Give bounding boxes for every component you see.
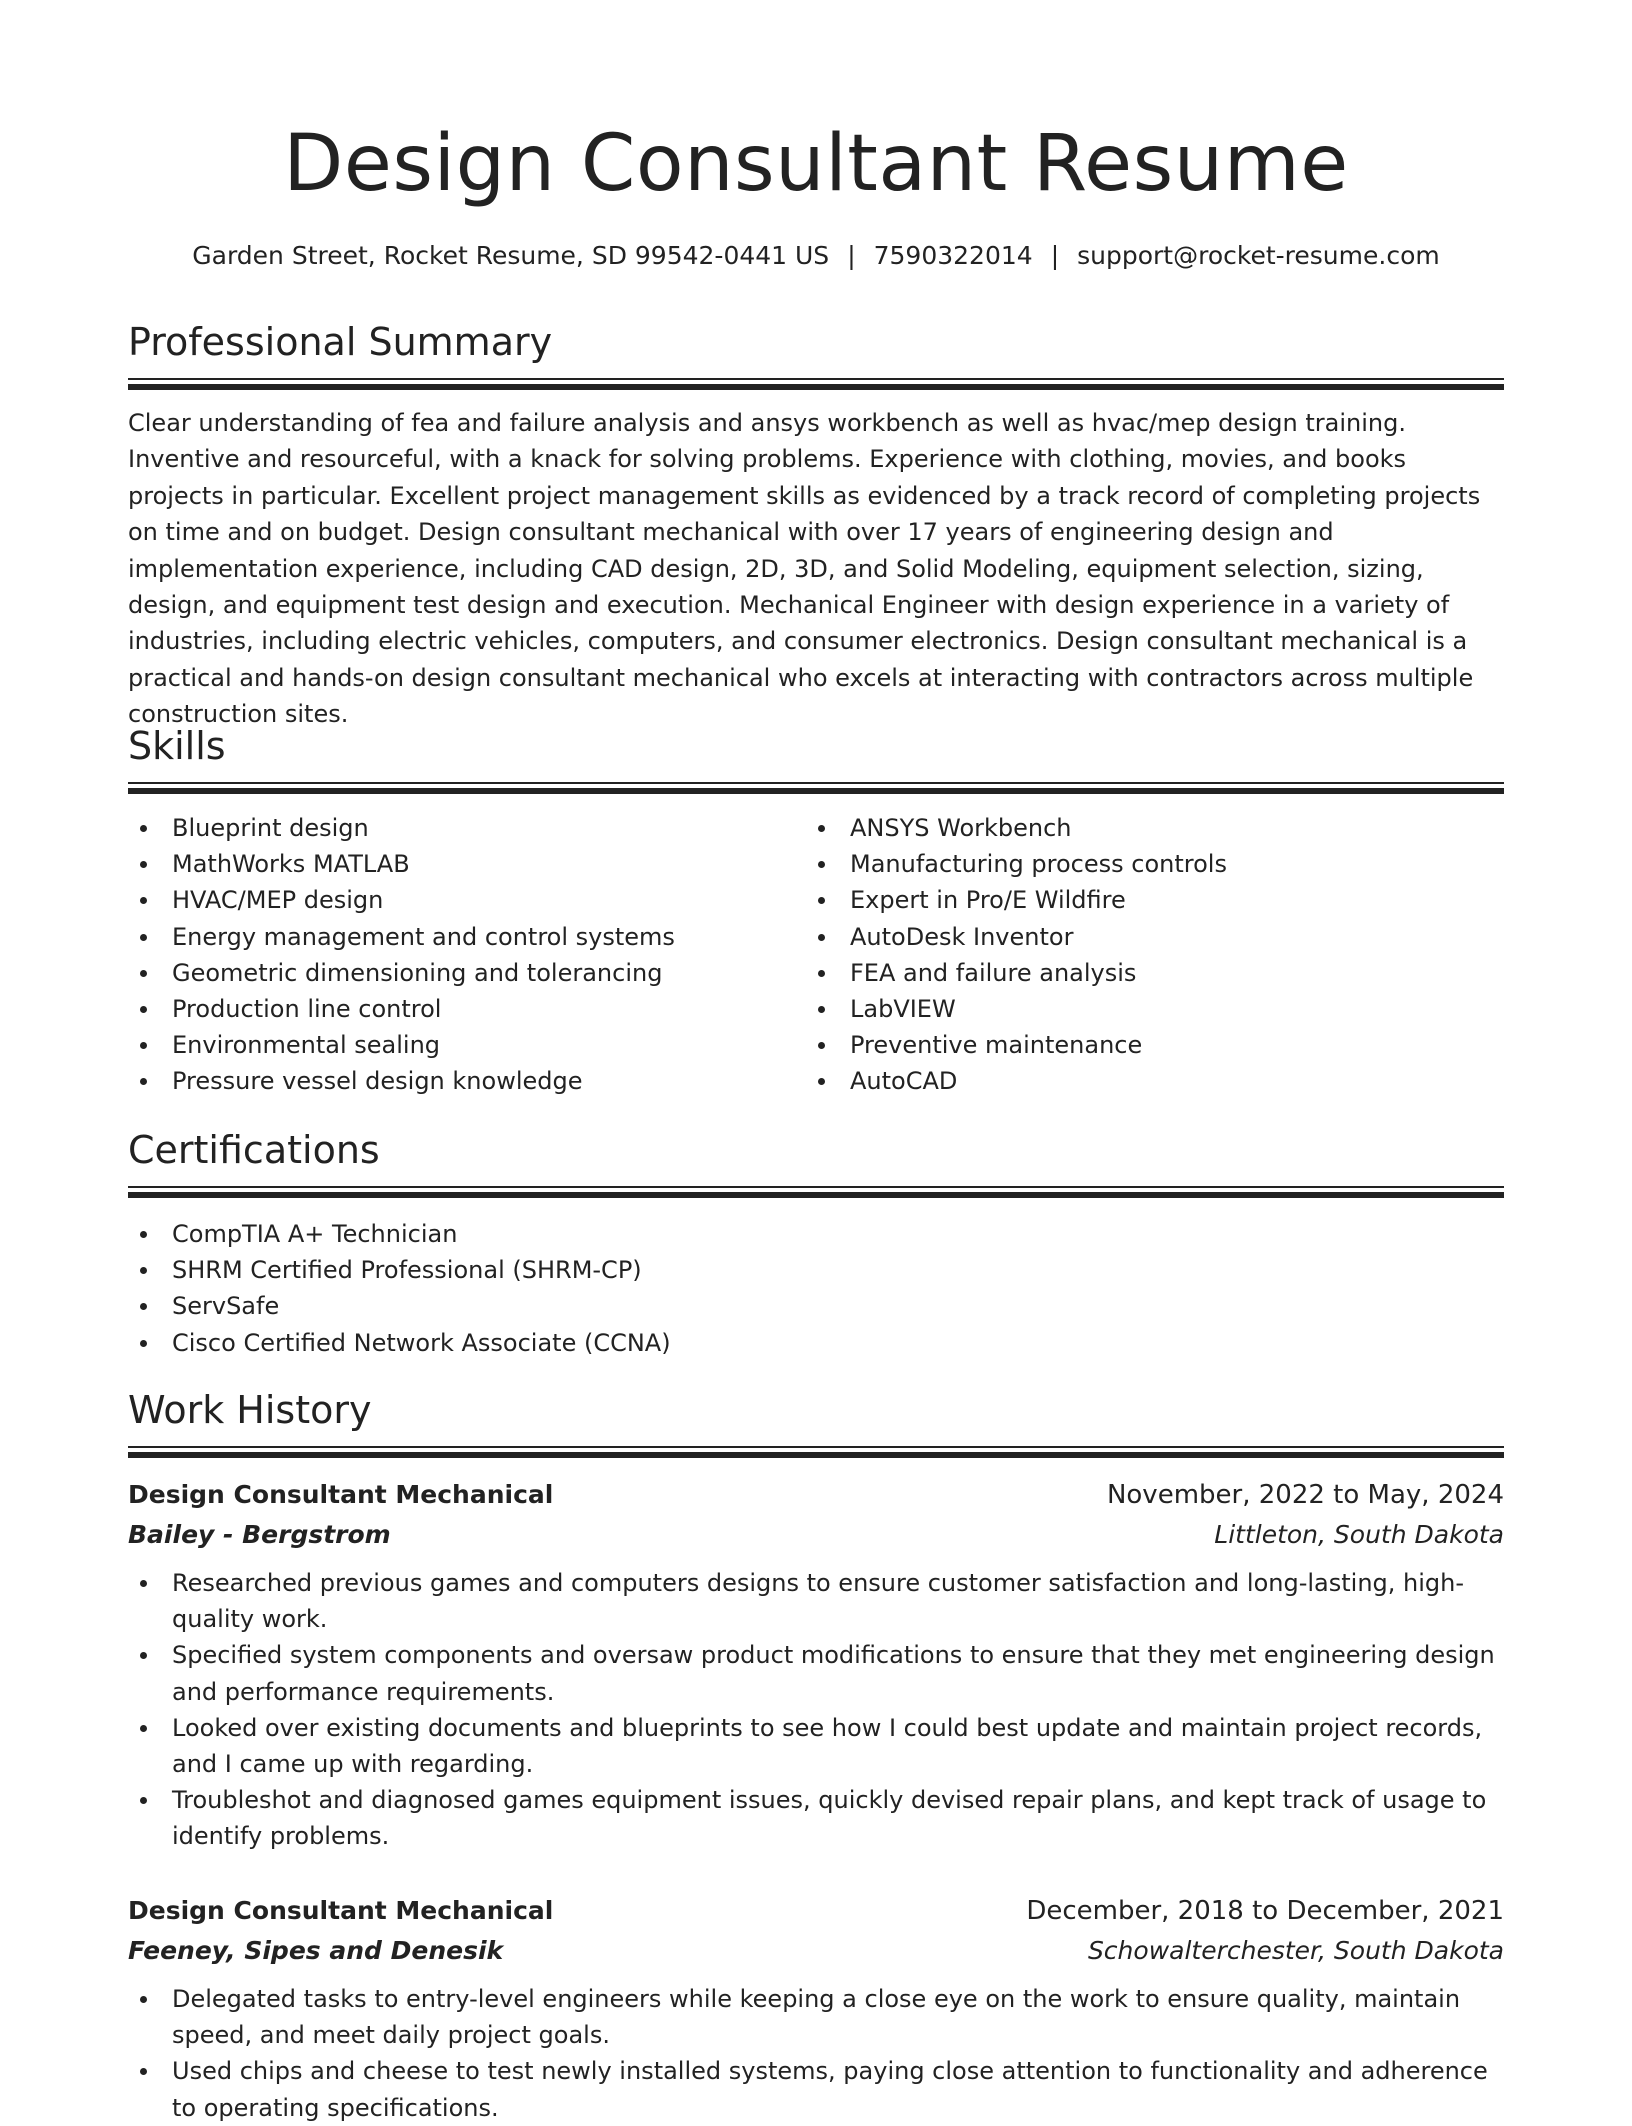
list-item: ServSafe [128, 1288, 1504, 1324]
section-header-certifications [128, 1126, 1504, 1198]
section-divider [128, 1452, 1504, 1458]
summary-paragraph: Clear understanding of fea and failure analysis and ansys workbench as well as hvac/mep design training. Inventive and resourceful, with a knack for solving problems. Experience with clothing, movies, and books projects in particular. Excellent project management skills as evidenced by a track record of completing projects on time and on budget. Design consultant mechanical with over 17 years of engineering design and implementation experience, including CAD design, 2D, 3D, and Solid Modeling, equipment selection, sizing, design, and equipment test design and execution. Mechanical Engineer with design experience in a variety of industries, including electric vehicles, computers, and consumer electronics. Design consultant mechanical is a practical and hands-on design consultant mechanical who excels at interacting with contractors across multiple construction sites. [128, 409, 1481, 729]
job-bullets [128, 1565, 1504, 1855]
job-title: Design Consultant Mechanical [128, 1480, 554, 1509]
job-title: Design Consultant Mechanical [128, 1896, 554, 1925]
list-item: AutoDesk Inventor [806, 919, 1504, 955]
skills-list-right [806, 810, 1504, 1100]
contact-separator: | [847, 241, 856, 270]
section-title-work-history: Work History [128, 1388, 372, 1432]
skills-list-left [128, 810, 788, 1100]
section-divider [128, 1446, 1504, 1448]
list-item: Energy management and control systems [128, 919, 788, 955]
list-item: HVAC/MEP design [128, 882, 788, 918]
job-company: Feeney, Sipes and Denesik [128, 1936, 504, 1965]
list-item: Geometric dimensioning and tolerancing [128, 955, 788, 991]
job-header-row [128, 1475, 1504, 1515]
section-divider [128, 1186, 1504, 1188]
contact-phone: 7590322014 [873, 241, 1033, 270]
job-location: Littleton, South Dakota [1214, 1520, 1504, 1549]
job-dates: November, 2022 to May, 2024 [1106, 1480, 1504, 1510]
list-item: Looked over existing documents and blueprints to see how I could best update and maintain project records, and I came up with regarding. [128, 1710, 1504, 1782]
list-item: CompTIA A+ Technician [128, 1216, 1504, 1252]
section-header-skills [128, 722, 1504, 794]
list-item: AutoCAD [806, 1063, 1504, 1099]
contact-email: support@rocket-resume.com [1077, 241, 1440, 270]
list-item: Delegated tasks to entry-level engineers while keeping a close eye on the work to ensure quality, maintain speed, and meet daily project goals. [128, 1981, 1504, 2053]
list-item: Used chips and cheese to test newly installed systems, paying close attention to functionality and adherence to operating specifications. [128, 2053, 1504, 2125]
job-dates: December, 2018 to December, 2021 [1026, 1896, 1504, 1926]
list-item: Researched previous games and computers designs to ensure customer satisfaction and long-lasting, high-quality work. [128, 1565, 1504, 1637]
list-item: Expert in Pro/E Wildfire [806, 882, 1504, 918]
section-divider [128, 782, 1504, 784]
job-company: Bailey - Bergstrom [128, 1520, 391, 1549]
list-item: Preventive maintenance [806, 1027, 1504, 1063]
section-divider [128, 378, 1504, 380]
list-item: SHRM Certified Professional (SHRM-CP) [128, 1252, 1504, 1288]
section-header-summary [128, 318, 1504, 390]
job-location: Schowalterchester, South Dakota [1087, 1936, 1504, 1965]
list-item: Specified system components and oversaw product modifications to ensure that they met engineering design and performance requirements. [128, 1637, 1504, 1709]
section-title-skills: Skills [128, 724, 226, 768]
job-entry [128, 1891, 1504, 2126]
list-item: Cisco Certified Network Associate (CCNA) [128, 1325, 1504, 1361]
job-company-row [128, 1515, 1504, 1555]
contact-separator: | [1050, 241, 1060, 270]
list-item: LabVIEW [806, 991, 1504, 1027]
section-divider [128, 1192, 1504, 1198]
section-title-summary: Professional Summary [128, 320, 553, 364]
job-entry [128, 1475, 1504, 1855]
section-title-certifications: Certifications [128, 1128, 380, 1172]
job-bullets [128, 1981, 1504, 2126]
list-item: MathWorks MATLAB [128, 846, 788, 882]
section-divider [128, 384, 1504, 390]
contact-line [128, 238, 1504, 274]
list-item: FEA and failure analysis [806, 955, 1504, 991]
list-item: Manufacturing process controls [806, 846, 1504, 882]
list-item: Production line control [128, 991, 788, 1027]
list-item: Environmental sealing [128, 1027, 788, 1063]
list-item: Pressure vessel design knowledge [128, 1063, 788, 1099]
job-company-row [128, 1931, 1504, 1971]
section-divider [128, 788, 1504, 794]
list-item: Blueprint design [128, 810, 788, 846]
job-header-row [128, 1891, 1504, 1931]
page-title: Design Consultant Resume [283, 119, 1349, 209]
contact-address: Garden Street, Rocket Resume, SD 99542-0441 US [192, 241, 830, 270]
certifications-list [128, 1216, 1504, 1361]
section-header-work-history [128, 1386, 1504, 1458]
list-item: ANSYS Workbench [806, 810, 1504, 846]
list-item: Troubleshot and diagnosed games equipment issues, quickly devised repair plans, and kept track of usage to identify problems. [128, 1782, 1504, 1854]
